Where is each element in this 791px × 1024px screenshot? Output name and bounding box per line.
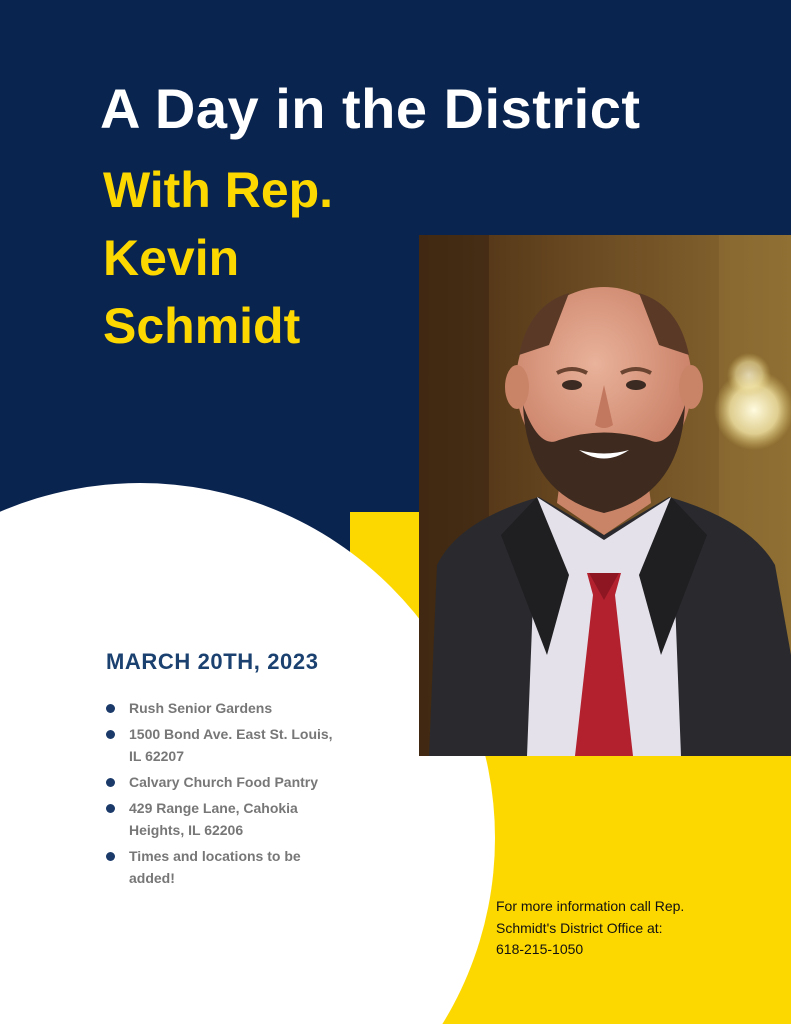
stop-text: Calvary Church Food Pantry (129, 774, 319, 790)
list-item (105, 697, 345, 719)
subtitle-line-2: Kevin (103, 230, 240, 286)
list-item-note (105, 845, 345, 889)
stop-text: 1500 Bond Ave. East St. Louis, IL 62207 (129, 726, 333, 764)
bullet-icon (106, 804, 115, 813)
event-subtitle (103, 156, 423, 360)
note-text: Times and locations to be added! (129, 848, 301, 886)
bullet-icon (106, 730, 115, 739)
subtitle-line-1: With Rep. (103, 162, 334, 218)
list-item (105, 771, 345, 793)
contact-info (496, 896, 736, 961)
bullet-icon (106, 778, 115, 787)
bullet-icon (106, 704, 115, 713)
contact-line-2: Schmidt's District Office at: (496, 919, 663, 936)
contact-phone: 618-215-1050 (496, 941, 584, 957)
contact-line-1: For more information call Rep. (496, 898, 685, 914)
stop-text: Rush Senior Gardens (129, 700, 273, 716)
stop-text: 429 Range Lane, Cahokia Heights, IL 62206 (129, 800, 298, 838)
portrait-photo (419, 235, 791, 756)
bullet-icon (106, 852, 115, 861)
subtitle-line-3: Schmidt (103, 298, 301, 354)
event-title: A Day in the District (100, 77, 641, 140)
event-date: MARCH 20TH, 2023 (106, 649, 319, 674)
list-item (105, 797, 345, 841)
list-item (105, 723, 345, 767)
stops-list (105, 697, 345, 893)
